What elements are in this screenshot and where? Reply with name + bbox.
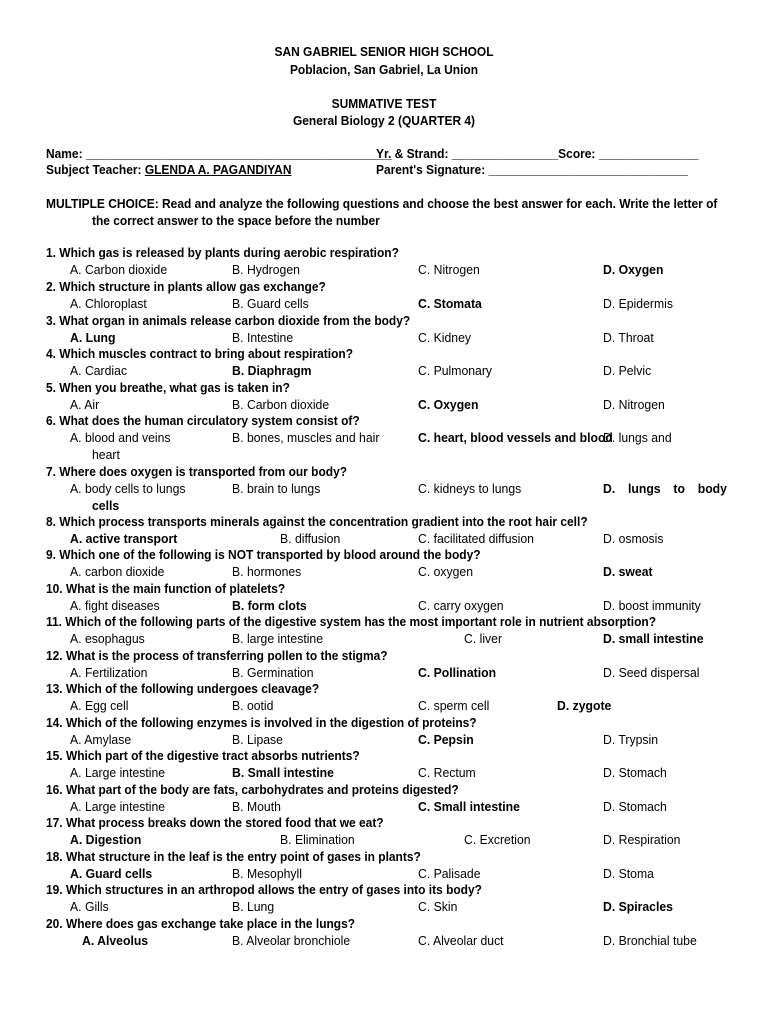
- option-d: D. sweat: [603, 564, 653, 579]
- question-text: 1. Which gas is released by plants during aerobic respiration?: [46, 245, 399, 260]
- option-b: B. Lung: [232, 899, 275, 914]
- question-text: 16. What part of the body are fats, carbohydrates and proteins digested?: [46, 782, 459, 797]
- question-text: 18. What structure in the leaf is the entry point of gases in plants?: [46, 849, 421, 864]
- test-title: SUMMATIVE TEST: [331, 96, 437, 111]
- teacher-name: GLENDA A. PAGANDIYAN: [144, 162, 292, 177]
- option-c: C. kidneys to lungs: [418, 481, 522, 496]
- question-text: 5. When you breathe, what gas is taken in?: [46, 380, 290, 395]
- option-b: B. Diaphragm: [232, 363, 312, 378]
- question-text: 6. What does the human circulatory system consist of?: [46, 413, 360, 428]
- question-text: 12. What is the process of transferring pollen to the stigma?: [46, 648, 388, 663]
- option-d: D. Epidermis: [603, 296, 673, 311]
- option-d: D. lungs and: [603, 430, 672, 445]
- option-b: B. Carbon dioxide: [232, 397, 330, 412]
- question-text: 8. Which process transports minerals against the concentration gradient into the root hair cell?: [46, 514, 588, 529]
- school-name: SAN GABRIEL SENIOR HIGH SCHOOL: [274, 44, 494, 59]
- option-d: D. Stomach: [603, 765, 667, 780]
- option-c: C. sperm cell: [418, 698, 490, 713]
- option-b: B. Mesophyll: [232, 866, 302, 881]
- option-a: A. blood and veins: [70, 430, 171, 445]
- option-a: A. Fertilization: [70, 665, 148, 680]
- option-a: A. Carbon dioxide: [70, 262, 168, 277]
- parent-signature-line: Parent's Signature: ______________________________: [376, 162, 689, 177]
- option-c: C. Skin: [418, 899, 458, 914]
- option-d: D. small intestine: [603, 631, 704, 646]
- option-c: C. Palisade: [418, 866, 481, 881]
- question-text: 19. Which structures in an arthropod allows the entry of gases into its body?: [46, 882, 482, 897]
- question-text: 2. Which structure in plants allow gas exchange?: [46, 279, 326, 294]
- option-d: D. Respiration: [603, 832, 681, 847]
- option-d: D. Seed dispersal: [603, 665, 700, 680]
- instructions-line-2: the correct answer to the space before the number: [92, 213, 380, 228]
- option-a: A. esophagus: [70, 631, 145, 646]
- option-d: D. Oxygen: [603, 262, 664, 277]
- option-c: C. Oxygen: [418, 397, 479, 412]
- option-b: B. bones, muscles and hair: [232, 430, 380, 445]
- option-c: C. Nitrogen: [418, 262, 480, 277]
- question-text: 14. Which of the following enzymes is involved in the digestion of proteins?: [46, 715, 477, 730]
- option-c: C. Kidney: [418, 330, 471, 345]
- option-a: A. fight diseases: [70, 598, 160, 613]
- option-c: C. Rectum: [418, 765, 476, 780]
- option-c: C. Pulmonary: [418, 363, 493, 378]
- question-text: 4. Which muscles contract to bring about respiration?: [46, 346, 354, 361]
- option-c: C. facilitated diffusion: [418, 531, 534, 546]
- option-continuation: cells: [92, 498, 120, 513]
- option-c: C. Stomata: [418, 296, 482, 311]
- option-a: A. Cardiac: [70, 363, 128, 378]
- option-d: D. Stomach: [603, 799, 667, 814]
- instructions-line-1: MULTIPLE CHOICE: Read and analyze the following questions and choose the best answer for each. Write the letter of: [46, 196, 718, 211]
- option-c: C. Excretion: [464, 832, 531, 847]
- strand-score-line: Yr. & Strand: ________________Score: _______________: [376, 146, 699, 161]
- option-b: B. brain to lungs: [232, 481, 321, 496]
- option-b: B. Alveolar bronchiole: [232, 933, 351, 948]
- option-a: A. Egg cell: [70, 698, 129, 713]
- option-a: A. Lung: [70, 330, 116, 345]
- option-a: A. Digestion: [70, 832, 142, 847]
- option-a: A. Large intestine: [70, 799, 166, 814]
- option-d: D. Throat: [603, 330, 654, 345]
- option-a: A. active transport: [70, 531, 178, 546]
- option-a: A. Amylase: [70, 732, 132, 747]
- question-text: 7. Where does oxygen is transported from our body?: [46, 464, 348, 479]
- option-c: C. carry oxygen: [418, 598, 504, 613]
- question-text: 9. Which one of the following is NOT transported by blood around the body?: [46, 547, 481, 562]
- teacher-line: [46, 162, 291, 177]
- option-c: C. Small intestine: [418, 799, 520, 814]
- option-c: C. Pepsin: [418, 732, 474, 747]
- option-c: C. heart, blood vessels and blood: [418, 430, 613, 445]
- option-a: A. Chloroplast: [70, 296, 147, 311]
- option-b: B. Germination: [232, 665, 314, 680]
- school-address: Poblacion, San Gabriel, La Union: [289, 62, 479, 77]
- option-a: A. Gills: [70, 899, 109, 914]
- option-a: A. body cells to lungs: [70, 481, 186, 496]
- option-c: C. Alveolar duct: [418, 933, 504, 948]
- option-c: C. liver: [464, 631, 503, 646]
- option-d: D. osmosis: [603, 531, 664, 546]
- option-c: C. oxygen: [418, 564, 474, 579]
- option-d: D. boost immunity: [603, 598, 701, 613]
- option-a: A. Alveolus: [82, 933, 149, 948]
- option-continuation: heart: [92, 447, 120, 462]
- option-b: B. Elimination: [280, 832, 355, 847]
- question-text: 3. What organ in animals release carbon dioxide from the body?: [46, 313, 411, 328]
- option-c: C. Pollination: [418, 665, 497, 680]
- option-d: D. Stoma: [603, 866, 654, 881]
- option-b: B. Guard cells: [232, 296, 309, 311]
- option-d: D. Spiracles: [603, 899, 673, 914]
- option-b: B. Lipase: [232, 732, 283, 747]
- option-b: B. large intestine: [232, 631, 324, 646]
- name-line: Name: ______________________________________________: [46, 146, 392, 161]
- option-d: D. Bronchial tube: [603, 933, 697, 948]
- option-b: B. hormones: [232, 564, 302, 579]
- question-text: 15. Which part of the digestive tract absorbs nutrients?: [46, 748, 360, 763]
- question-text: 17. What process breaks down the stored food that we eat?: [46, 815, 384, 830]
- option-a: A. carbon dioxide: [70, 564, 165, 579]
- question-text: 20. Where does gas exchange take place in the lungs?: [46, 916, 356, 931]
- teacher-label: Subject Teacher:: [46, 162, 142, 177]
- subject-title: General Biology 2 (QUARTER 4): [292, 113, 476, 128]
- question-text: 11. Which of the following parts of the digestive system has the most important role in nutrient absorption?: [46, 614, 657, 629]
- option-b: B. form clots: [232, 598, 307, 613]
- option-d: D. zygote: [557, 698, 612, 713]
- option-d: D. Trypsin: [603, 732, 659, 747]
- option-a: A. Air: [70, 397, 100, 412]
- option-b: B. Mouth: [232, 799, 281, 814]
- option-d: D. Pelvic: [603, 363, 652, 378]
- option-b: B. diffusion: [280, 531, 341, 546]
- option-b: B. Hydrogen: [232, 262, 300, 277]
- option-b: B. ootid: [232, 698, 274, 713]
- question-text: 13. Which of the following undergoes cleavage?: [46, 681, 320, 696]
- option-b: B. Intestine: [232, 330, 294, 345]
- question-text: 10. What is the main function of platelets?: [46, 581, 286, 596]
- option-a: A. Guard cells: [70, 866, 153, 881]
- option-d: D. lungs to body: [603, 481, 727, 496]
- option-a: A. Large intestine: [70, 765, 166, 780]
- instructions: [46, 195, 725, 229]
- option-b: B. Small intestine: [232, 765, 334, 780]
- option-d: D. Nitrogen: [603, 397, 665, 412]
